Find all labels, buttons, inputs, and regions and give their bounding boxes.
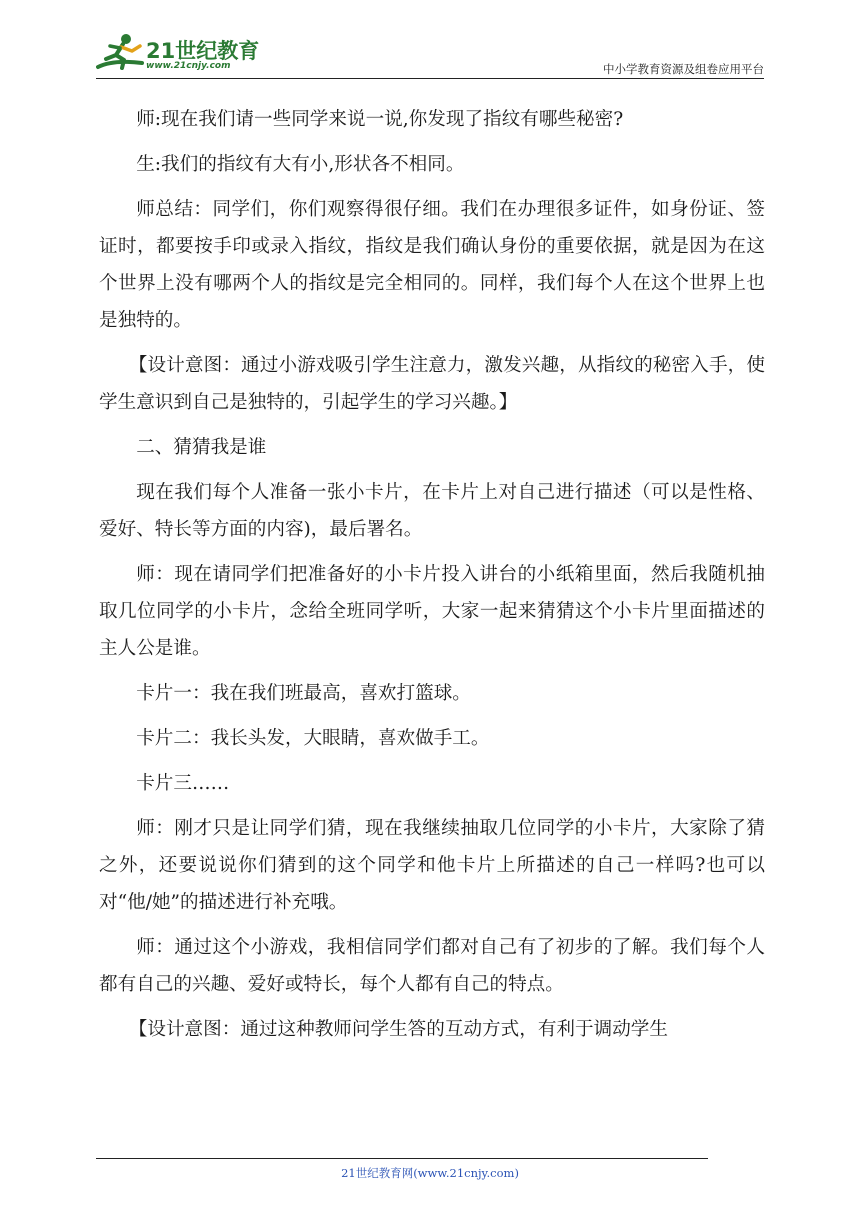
site-logo[interactable] xyxy=(96,30,266,76)
footer-divider xyxy=(96,1158,708,1159)
document-body xyxy=(99,101,765,1048)
header-divider xyxy=(96,78,764,79)
paragraph: 卡片二：我长头发，大眼睛，喜欢做手工。 xyxy=(136,728,490,749)
running-figure-logo-icon xyxy=(96,32,148,74)
paragraph: 卡片一：我在我们班最高，喜欢打篮球。 xyxy=(136,683,471,704)
paragraph: 现在我们每个人准备一张小卡片，在卡片上对自己进行描述（可以是性格、爱好、特长等方面的内容)，最后署名。 xyxy=(99,482,765,540)
paragraph: 师：通过这个小游戏，我相信同学们都对自己有了初步的了解。我们每个人都有自己的兴趣、爱好或特长，每个人都有自己的特点。 xyxy=(99,937,765,995)
logo-title: 21世纪教育 xyxy=(146,39,260,63)
paragraph: 师：现在请同学们把准备好的小卡片投入讲台的小纸箱里面，然后我随机抽取几位同学的小卡片，念给全班同学听，大家一起来猜猜这个小卡片里面描述的主人公是谁。 xyxy=(99,564,765,659)
logo-url: www.21cnjy.com xyxy=(146,61,231,71)
platform-title: 中小学教育资源及组卷应用平台 xyxy=(603,62,764,76)
page-header xyxy=(96,30,764,78)
paragraph: 卡片三…… xyxy=(136,773,230,794)
design-intent-paragraph: 【设计意图：通过这种教师问学生答的互动方式，有利于调动学生 xyxy=(128,1019,668,1040)
section-heading: 二、猜猜我是谁 xyxy=(136,437,267,458)
paragraph: 师总结：同学们，你们观察得很仔细。我们在办理很多证件，如身份证、签证时，都要按手印或录入指纹，指纹是我们确认身份的重要依据，就是因为在这个世界上没有哪两个人的指纹是完全相同的。同样，我们每个人在这个世界上也是独特的。 xyxy=(99,199,765,331)
paragraph: 生:我们的指纹有大有小,形状各不相同。 xyxy=(136,154,465,175)
design-intent-paragraph: 【设计意图：通过小游戏吸引学生注意力，激发兴趣，从指纹的秘密入手，使学生意识到自己是独特的，引起学生的学习兴趣。】 xyxy=(99,355,765,413)
page-footer[interactable]: 21世纪教育网(www.21cnjy.com) xyxy=(341,1166,519,1180)
paragraph: 师：刚才只是让同学们猜，现在我继续抽取几位同学的小卡片，大家除了猜之外，还要说说你们猜到的这个同学和他卡片上所描述的自己一样吗?也可以对“他/她”的描述进行补充哦。 xyxy=(99,818,765,913)
paragraph: 师:现在我们请一些同学来说一说,你发现了指纹有哪些秘密? xyxy=(136,109,624,130)
